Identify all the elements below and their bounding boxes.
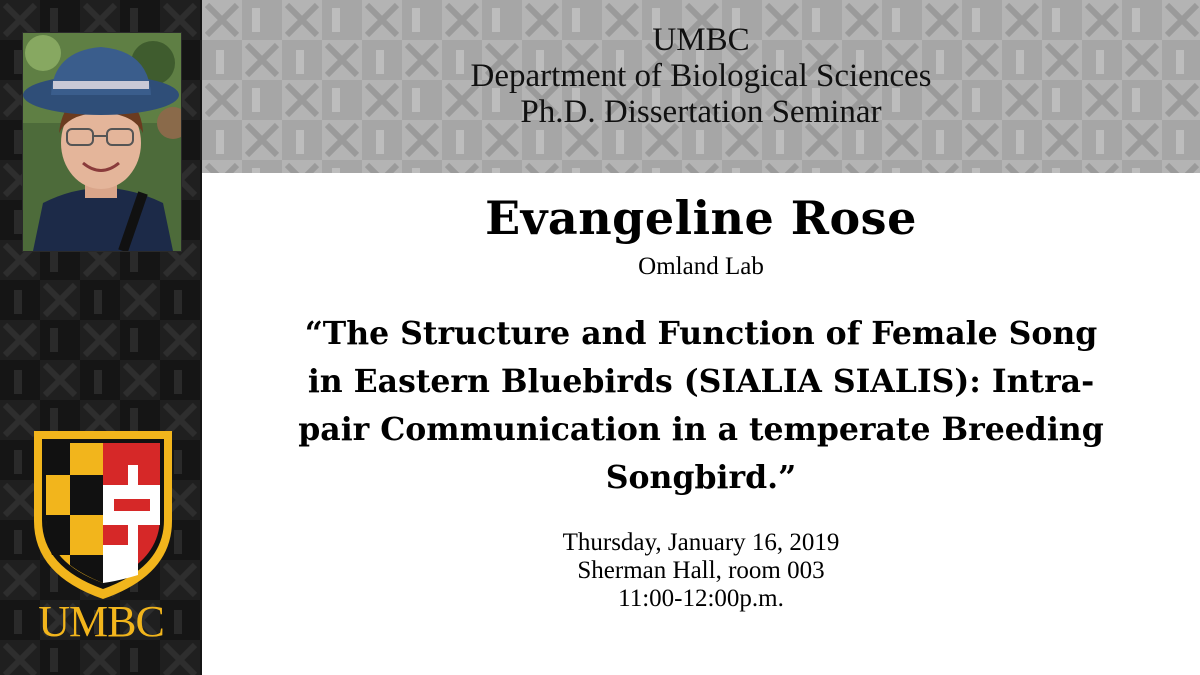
talk-title-line: Songbird.” [605,459,797,496]
university-name: UMBC [652,22,750,58]
event-time: 11:00-12:00p.m. [618,585,784,612]
speaker-name: Evangeline Rose [485,191,917,245]
event-info [202,529,1200,613]
event-date: Thursday, January 16, 2019 [562,529,840,556]
umbc-logo-text: UMBC [38,597,164,646]
talk-title-line: pair Communication in a temperate Breeding [298,411,1104,448]
seminar-type: Ph.D. Dissertation Seminar [520,94,882,130]
lab-name: Omland Lab [638,253,764,280]
header-banner [202,0,1200,173]
talk-title-line: “The Structure and Function of Female Song [304,315,1098,352]
banner-text [202,22,1200,130]
portrait-image [23,33,181,251]
umbc-shield-logo [28,425,178,603]
seminar-details [202,173,1200,675]
talk-title [214,310,1188,502]
event-location: Sherman Hall, room 003 [577,557,825,584]
sidebar-panel [0,0,202,675]
talk-title-line: in Eastern Bluebirds (SIALIA SIALIS): Intra- [307,363,1095,400]
department-name: Department of Biological Sciences [470,58,932,94]
speaker-photo [22,32,182,252]
